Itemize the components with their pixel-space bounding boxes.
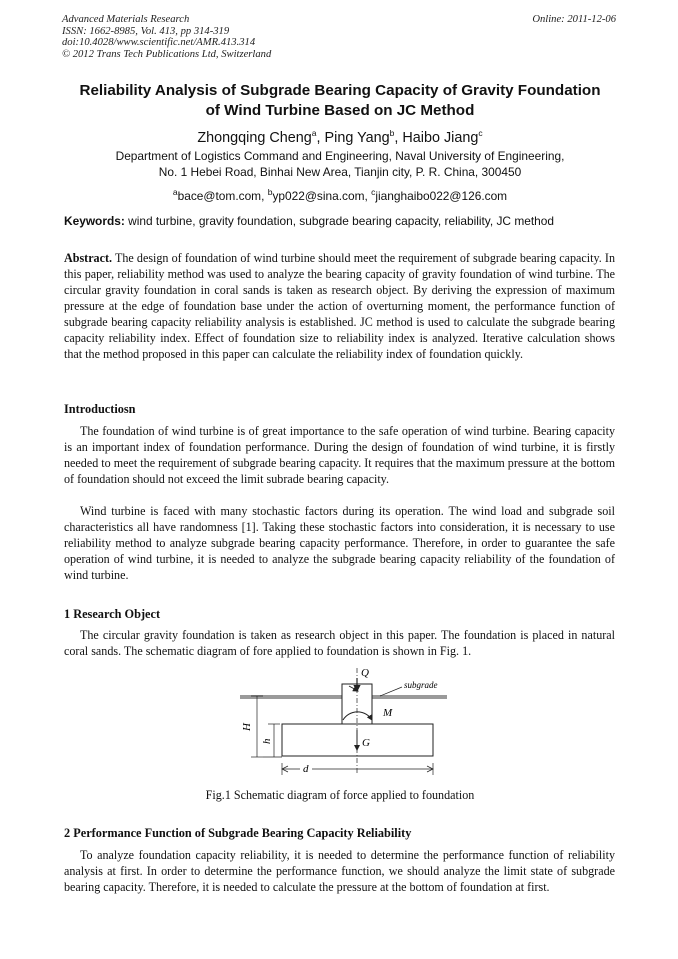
label-h-total: H — [241, 723, 253, 731]
author-affil-mark: a — [311, 128, 317, 138]
abstract-paragraph — [64, 250, 615, 362]
email-address[interactable]: yp022@sina.com — [272, 188, 365, 203]
author-affil-mark: b — [389, 128, 395, 138]
section-heading-introduction: Introductiosn — [64, 402, 136, 416]
section2-paragraph: To analyze foundation capacity reliability, it is needed to determine the performance function of reliability analysis at first. In order to determine the performance function, we should analyze the limit state of subgrade bearing capacity. Therefore, it is needed to calculate the pressure at the bottom of foundation at first. — [64, 848, 615, 894]
label-m: M — [383, 707, 393, 719]
author-name: Haibo Jiang — [402, 129, 479, 146]
online-date: Online: 2011-12-06 — [532, 14, 616, 25]
section-heading-research-object: 1 Research Object — [64, 607, 161, 621]
journal-doi: doi:10.4028/www.scientific.net/AMR.413.314 — [62, 37, 256, 49]
title-line-2: of Wind Turbine Based on JC Method — [205, 102, 475, 119]
author-name: Zhongqing Cheng — [197, 129, 312, 146]
title-line-1: Reliability Analysis of Subgrade Bearing Capacity of Gravity Foundation — [79, 82, 601, 99]
label-subgrade: subgrade — [404, 680, 438, 690]
author-name: Ping Yang — [324, 129, 390, 146]
keywords-label: Keywords: — [64, 214, 125, 228]
keywords-text: wind turbine, gravity foundation, subgrade bearing capacity, reliability, JC method — [124, 214, 554, 228]
label-d: d — [303, 763, 309, 775]
email-list — [40, 185, 640, 204]
author-separator: , — [316, 129, 325, 146]
email-mark: b — [267, 187, 273, 197]
keywords — [64, 214, 624, 229]
affiliation-line-2: No. 1 Hebei Road, Binhai New Area, Tianjin city, P. R. China, 300450 — [158, 164, 522, 179]
email-address[interactable]: bace@tom.com — [177, 188, 262, 203]
affiliation-line-1: Department of Logistics Command and Engineering, Naval University of Engineering, — [115, 149, 565, 163]
label-q: Q — [361, 667, 369, 679]
journal-name: Advanced Materials Research — [62, 14, 190, 25]
abstract-label: Abstract. — [64, 251, 113, 265]
paper-title — [40, 81, 640, 121]
email-separator: , — [364, 188, 372, 203]
email-separator: , — [261, 188, 268, 203]
section-heading-performance-function: 2 Performance Function of Subgrade Bearing Capacity Reliability — [64, 826, 412, 840]
abstract-text: The design of foundation of wind turbine should meet the requirement of subgrade bearing capacity. In this paper, reliability method was used to analyze the bearing capacity of gravity foundation of wind turbine. The circular gravity foundation in coral sands is taken as research object. By deriving the expression of maximum pressure at the edge of foundation base under the action of overturning moment, the performance function of subgrade bearing capacity reliability analysis is established. JC method is used to calculate the subgrade bearing capacity reliability index. Effect of foundation size to reliability index is analyzed. Iterative calculation shows that the method proposed in this paper can calculate the reliability index of foundation quickly. — [64, 251, 615, 361]
label-g: G — [362, 737, 370, 749]
intro-paragraph-1: The foundation of wind turbine is of great importance to the safe operation of wind turbine. Bearing capacity is an important index of foundation performance. During the design of foundation of wind turbine, it is firstly needed to meet the requirement of subgrade bearing capacity. It requires that the maximum pressure at the bottom of foundation should not exceed the limit subrade bearing capacity. — [64, 424, 615, 486]
label-h-base: h — [261, 738, 273, 744]
email-address[interactable]: jianghaibo022@126.com — [375, 188, 508, 203]
email-mark: a — [172, 187, 178, 197]
figure-1 — [230, 660, 460, 784]
journal-copyright: © 2012 Trans Tech Publications Ltd, Switzerland — [62, 48, 272, 60]
intro-paragraph-2: Wind turbine is faced with many stochastic factors during its operation. The wind load and subgrade soil characteristics all have randomness [1]. Taking these stochastic factors into consideration, it is necessary to use reliability method to analyze subgrade bearing capacity performance. Therefore, in order to guarantee the safe operation of wind turbine, it is needed to analyze the subgrade bearing capacity reliability of the foundation of wind turbine. — [64, 504, 615, 582]
author-separator: , — [394, 129, 403, 146]
author-list — [40, 124, 640, 147]
foundation-diagram — [230, 660, 460, 784]
affiliation — [40, 149, 640, 180]
author-affil-mark: c — [478, 128, 483, 138]
email-mark: c — [371, 187, 376, 197]
journal-header — [62, 14, 616, 60]
subgrade-pointer — [380, 687, 402, 696]
figure-caption: Fig.1 Schematic diagram of force applied to foundation — [205, 788, 475, 802]
section1-paragraph: The circular gravity foundation is taken as research object in this paper. The foundation is placed in natural coral sands. The schematic diagram of fore applied to foundation is shown in Fig. 1. — [64, 628, 615, 658]
journal-issn: ISSN: 1662-8985, Vol. 413, pp 314-319 — [62, 25, 230, 37]
